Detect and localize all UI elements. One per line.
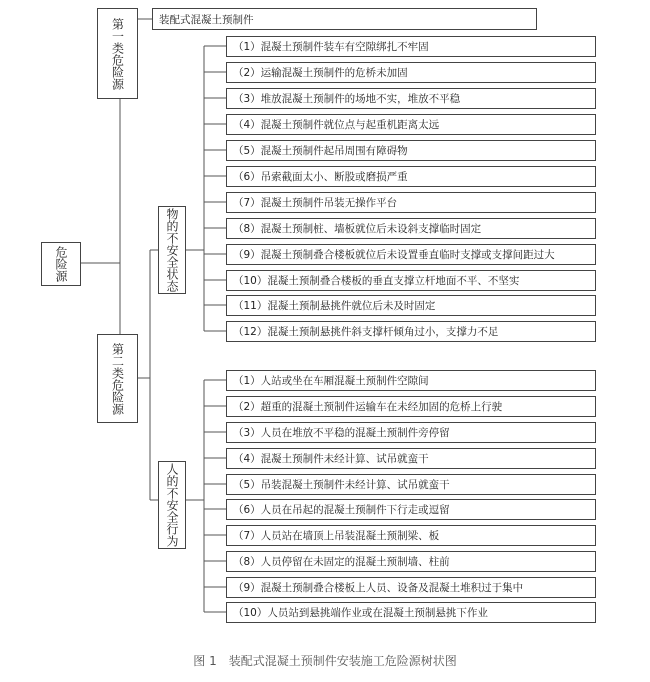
class2-label: 第二类危险源 (110, 342, 125, 415)
behavior-item-text: （3）人员在堆放不平稳的混凝土预制件旁停留 (233, 427, 450, 439)
state-item (226, 295, 596, 316)
state-item (226, 166, 596, 187)
behavior-item (226, 499, 596, 520)
class1-label: 第一类危险源 (110, 17, 125, 90)
root-node (41, 242, 81, 286)
state-item (226, 114, 596, 135)
state-item-text: （1）混凝土预制件装车有空隙绑扎不牢固 (233, 41, 429, 53)
root-label: 危险源 (54, 246, 68, 282)
state-item (226, 321, 596, 342)
state-item-text: （12）混凝土预制悬挑件斜支撑杆倾角过小，支撑力不足 (233, 326, 499, 338)
behavior-item-text: （7）人员站在墙顶上吊装混凝土预制梁、板 (233, 530, 440, 542)
state-item-text: （10）混凝土预制叠合楼板的垂直支撑立杆地面不平、不坚实 (233, 275, 520, 287)
behavior-item (226, 370, 596, 391)
state-item-text: （8）混凝土预制桩、墙板就位后未设斜支撑临时固定 (233, 223, 482, 235)
unsafe-state-node (158, 206, 186, 294)
class1-item-text: 装配式混凝土预制件 (159, 13, 254, 26)
state-item-text: （6）吊索截面太小、断股或磨损严重 (233, 171, 408, 183)
state-item-text: （2）运输混凝土预制件的危桥未加固 (233, 67, 408, 79)
behavior-item-text: （6）人员在吊起的混凝土预制件下行走或逗留 (233, 504, 450, 516)
unsafe-state-label: 物的不安全状态 (165, 208, 179, 292)
behavior-item (226, 551, 596, 572)
state-item-text: （11）混凝土预制悬挑件就位后未及时固定 (233, 300, 436, 312)
state-item (226, 244, 596, 265)
behavior-item (226, 396, 596, 417)
class1-item (152, 8, 537, 30)
behavior-item-text: （10）人员站到悬挑端作业或在混凝土预制悬挑下作业 (233, 607, 488, 619)
class1-node (97, 8, 138, 99)
behavior-item-text: （1）人站或坐在车厢混凝土预制件空隙间 (233, 375, 429, 387)
state-item (226, 218, 596, 239)
state-item (226, 62, 596, 83)
state-item-text: （9）混凝土预制叠合楼板就位后未设置垂直临时支撑或支撑间距过大 (233, 249, 555, 261)
behavior-item-text: （2）超重的混凝土预制件运输车在未经加固的危桥上行驶 (233, 401, 503, 413)
unsafe-behavior-node (158, 461, 186, 549)
behavior-item-text: （5）吊装混凝土预制件未经计算、试吊就蛮干 (233, 479, 450, 491)
behavior-item (226, 602, 596, 623)
class2-node (97, 334, 138, 423)
state-item-text: （7）混凝土预制件吊装无操作平台 (233, 197, 398, 209)
behavior-item (226, 474, 596, 495)
state-item (226, 192, 596, 213)
behavior-item (226, 422, 596, 443)
behavior-item-text: （9）混凝土预制叠合楼板上人员、设备及混凝土堆积过于集中 (233, 582, 524, 594)
state-item-text: （5）混凝土预制件起吊周围有障碍物 (233, 145, 408, 157)
state-item (226, 270, 596, 291)
figure-caption: 图 1 装配式混凝土预制件安装施工危险源树状图 (193, 654, 457, 668)
behavior-item-text: （8）人员停留在未固定的混凝土预制墙、柱前 (233, 556, 450, 568)
behavior-item-text: （4）混凝土预制件未经计算、试吊就蛮干 (233, 453, 429, 465)
state-item-text: （3）堆放混凝土预制件的场地不实，堆放不平稳 (233, 93, 461, 105)
state-item-text: （4）混凝土预制件就位点与起重机距离太远 (233, 119, 440, 131)
state-item (226, 36, 596, 57)
state-item (226, 88, 596, 109)
unsafe-behavior-label: 人的不安全行为 (165, 463, 179, 547)
behavior-item (226, 448, 596, 469)
state-item (226, 140, 596, 161)
behavior-item (226, 525, 596, 546)
behavior-item (226, 577, 596, 598)
